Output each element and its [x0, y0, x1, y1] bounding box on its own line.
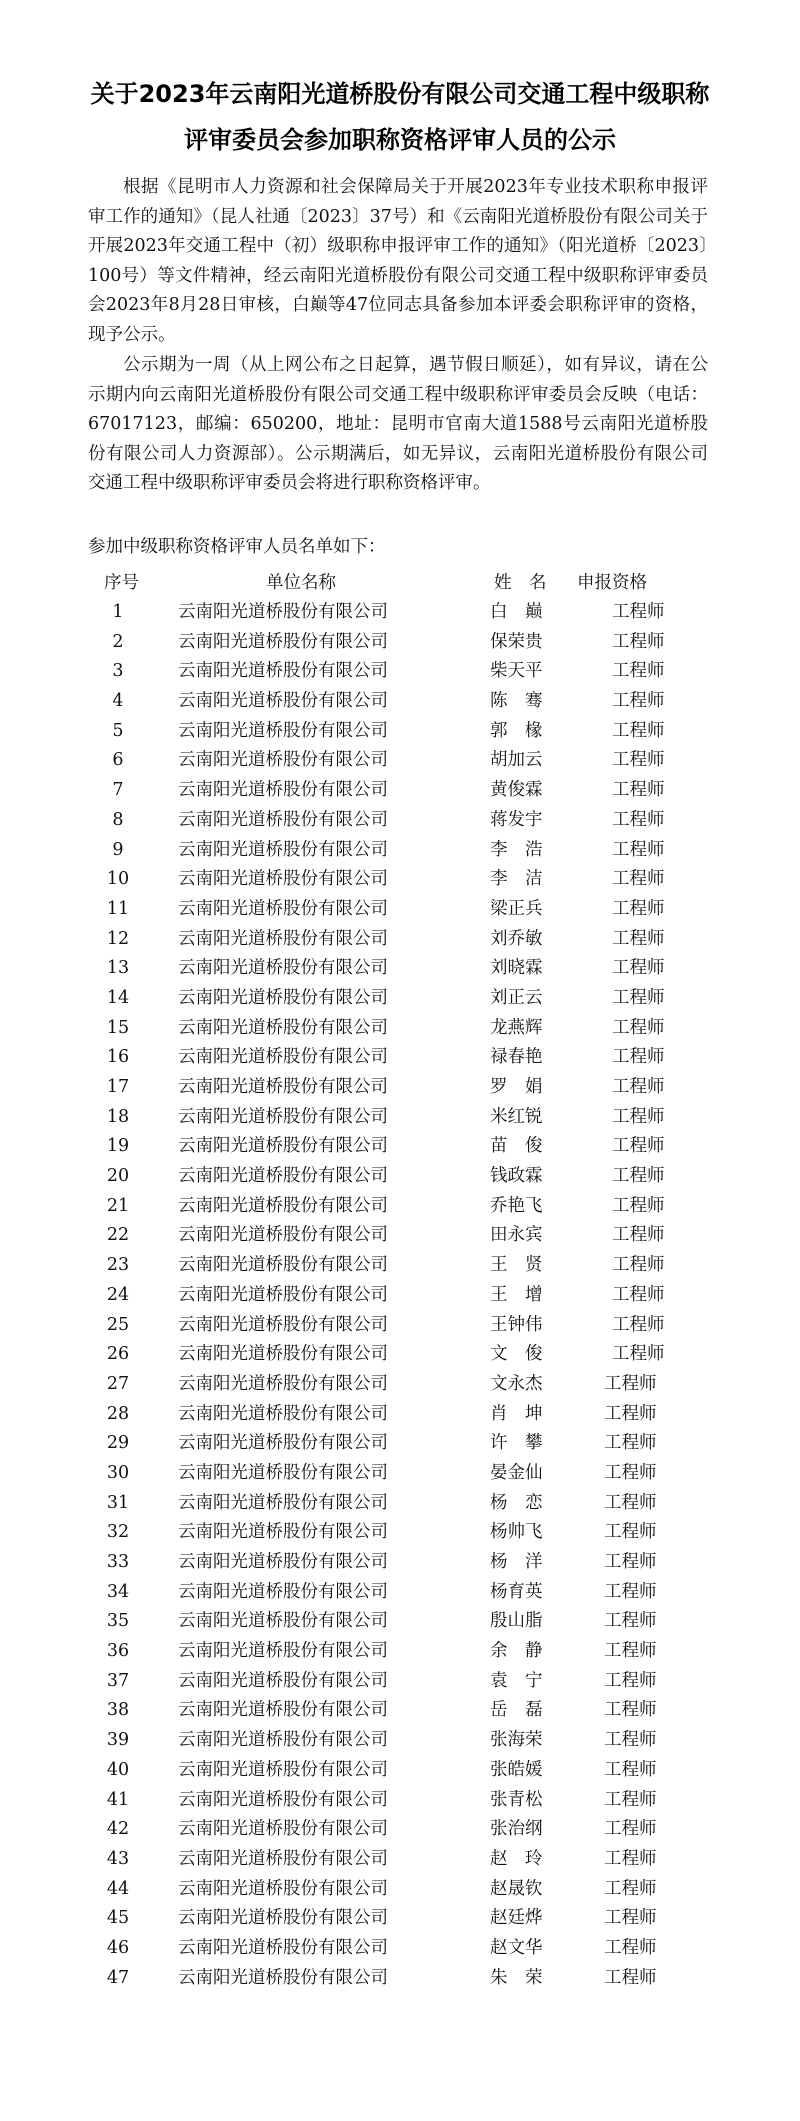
- row-number: 43: [106, 1848, 130, 1869]
- row-qualification: 工程师: [604, 1581, 657, 1602]
- row-number: 21: [106, 1195, 130, 1216]
- row-number: 8: [112, 809, 124, 830]
- row-unit-name: 云南阳光道桥股份有限公司: [178, 1789, 388, 1810]
- row-number: 26: [106, 1344, 130, 1365]
- row-unit-name: 云南阳光道桥股份有限公司: [178, 1581, 388, 1602]
- row-number: 6: [112, 750, 124, 771]
- row-person-name: 赵晟钦: [490, 1878, 543, 1899]
- row-unit-name: 云南阳光道桥股份有限公司: [178, 1492, 388, 1513]
- table-row: [0, 1400, 800, 1430]
- row-qualification: 工程师: [604, 1967, 657, 1988]
- table-row: [0, 1607, 800, 1637]
- row-qualification: 工程师: [604, 1492, 657, 1513]
- row-qualification: 工程师: [604, 1908, 657, 1929]
- row-person-name: 赵 玲: [490, 1848, 543, 1869]
- table-row: [0, 1548, 800, 1578]
- row-qualification: 工程师: [612, 750, 665, 771]
- row-unit-name: 云南阳光道桥股份有限公司: [178, 1433, 388, 1454]
- table-row: [0, 1281, 800, 1311]
- row-person-name: 杨 恋: [490, 1492, 543, 1513]
- row-unit-name: 云南阳光道桥股份有限公司: [178, 1700, 388, 1721]
- row-number: 46: [106, 1937, 130, 1958]
- row-person-name: 李 浩: [490, 839, 543, 860]
- row-person-name: 文永杰: [490, 1373, 543, 1394]
- table-row: [0, 1875, 800, 1905]
- row-person-name: 张青松: [490, 1789, 543, 1810]
- row-qualification: 工程师: [612, 631, 665, 652]
- row-number: 23: [106, 1255, 130, 1276]
- row-unit-name: 云南阳光道桥股份有限公司: [178, 1908, 388, 1929]
- row-unit-name: 云南阳光道桥股份有限公司: [178, 1937, 388, 1958]
- table-row: [0, 746, 800, 776]
- table-row: [0, 1845, 800, 1875]
- row-person-name: 胡加云: [490, 750, 543, 771]
- row-qualification: 工程师: [612, 809, 665, 830]
- row-unit-name: 云南阳光道桥股份有限公司: [178, 1255, 388, 1276]
- row-unit-name: 云南阳光道桥股份有限公司: [178, 958, 388, 979]
- header-qualification: 申报资格: [577, 573, 647, 593]
- row-person-name: 王 贤: [490, 1255, 543, 1276]
- row-person-name: 文 俊: [490, 1344, 543, 1365]
- row-qualification: 工程师: [612, 691, 665, 712]
- table-row: [0, 1815, 800, 1845]
- row-qualification: 工程师: [604, 1789, 657, 1810]
- table-row: [0, 925, 800, 955]
- row-person-name: 张海荣: [490, 1730, 543, 1751]
- row-number: 14: [106, 987, 130, 1008]
- row-qualification: 工程师: [612, 1017, 665, 1038]
- row-number: 30: [106, 1462, 130, 1483]
- row-number: 25: [106, 1314, 130, 1335]
- row-qualification: 工程师: [612, 1314, 665, 1335]
- table-row: [0, 1043, 800, 1073]
- row-unit-name: 云南阳光道桥股份有限公司: [178, 1670, 388, 1691]
- row-number: 2: [112, 631, 124, 652]
- body-paragraph-basis: 根据《昆明市人力资源和社会保障局关于开展2023年专业技术职称申报评审工作的通知》（昆人社通〔2023〕37号）和《云南阳光道桥股份有限公司关于开展2023年交通工程中（初）级职称申报评审工作的通知》（阳光道桥〔2023〕100号）等文件精神，经云南阳光道桥股份有限公司交通工程中级职称评审委员会2023年8月28日审核，白巅等47位同志具备参加本评委会职称评审的资格，现予公示。: [88, 177, 708, 345]
- row-qualification: 工程师: [612, 1047, 665, 1068]
- row-person-name: 柴天平: [490, 661, 543, 682]
- row-unit-name: 云南阳光道桥股份有限公司: [178, 1047, 388, 1068]
- row-qualification: 工程师: [612, 1136, 665, 1157]
- table-row: [0, 1934, 800, 1964]
- row-person-name: 郭 椽: [490, 720, 543, 741]
- row-person-name: 龙燕辉: [490, 1017, 543, 1038]
- table-row: [0, 776, 800, 806]
- row-qualification: 工程师: [612, 720, 665, 741]
- row-qualification: 工程师: [612, 1225, 665, 1246]
- row-qualification: 工程师: [612, 1077, 665, 1097]
- row-qualification: 工程师: [612, 839, 665, 860]
- row-number: 38: [106, 1700, 130, 1721]
- row-person-name: 蒋发宇: [490, 809, 543, 830]
- row-unit-name: 云南阳光道桥股份有限公司: [178, 809, 388, 830]
- row-number: 10: [106, 869, 130, 890]
- row-number: 24: [106, 1284, 130, 1305]
- row-person-name: 黄俊霖: [490, 780, 543, 801]
- row-number: 32: [106, 1522, 130, 1543]
- header-name: 姓 名: [494, 573, 547, 593]
- row-unit-name: 云南阳光道桥股份有限公司: [178, 1225, 388, 1246]
- row-number: 15: [106, 1017, 130, 1038]
- row-unit-name: 云南阳光道桥股份有限公司: [178, 750, 388, 771]
- row-number: 1: [112, 602, 124, 622]
- row-number: 22: [106, 1225, 130, 1246]
- row-qualification: 工程师: [612, 1284, 665, 1305]
- table-row: [0, 1578, 800, 1608]
- table-row: [0, 1340, 800, 1370]
- row-qualification: 工程师: [612, 987, 665, 1008]
- row-qualification: 工程师: [604, 1670, 657, 1691]
- row-number: 28: [106, 1403, 130, 1424]
- row-number: 19: [106, 1136, 130, 1157]
- row-number: 16: [106, 1047, 130, 1068]
- row-qualification: 工程师: [612, 602, 665, 622]
- row-number: 33: [106, 1552, 130, 1572]
- table-row: [0, 1429, 800, 1459]
- table-row: [0, 1667, 800, 1697]
- row-number: 36: [106, 1641, 130, 1662]
- row-unit-name: 云南阳光道桥股份有限公司: [178, 720, 388, 741]
- row-person-name: 乔艳飞: [490, 1195, 543, 1216]
- table-row: [0, 1518, 800, 1548]
- row-qualification: 工程师: [604, 1522, 657, 1543]
- table-row: [0, 865, 800, 895]
- row-person-name: 杨育英: [490, 1581, 543, 1602]
- row-unit-name: 云南阳光道桥股份有限公司: [178, 869, 388, 890]
- row-number: 5: [112, 720, 124, 741]
- row-person-name: 禄春艳: [490, 1047, 543, 1068]
- row-person-name: 李 洁: [490, 869, 543, 890]
- row-qualification: 工程师: [612, 780, 665, 801]
- header-no: 序号: [104, 573, 139, 593]
- row-number: 37: [106, 1670, 130, 1691]
- row-person-name: 晏金仙: [490, 1462, 543, 1483]
- table-row: [0, 1103, 800, 1133]
- table-row: [0, 1637, 800, 1667]
- table-row: [0, 1251, 800, 1281]
- row-number: 20: [106, 1166, 130, 1187]
- row-number: 40: [106, 1759, 130, 1780]
- table-row: [0, 1726, 800, 1756]
- row-qualification: 工程师: [604, 1878, 657, 1899]
- row-unit-name: 云南阳光道桥股份有限公司: [178, 661, 388, 682]
- row-qualification: 工程师: [604, 1730, 657, 1751]
- row-person-name: 岳 磊: [490, 1700, 543, 1721]
- row-person-name: 张治纲: [490, 1819, 543, 1840]
- row-qualification: 工程师: [612, 958, 665, 979]
- table-row: [0, 954, 800, 984]
- row-unit-name: 云南阳光道桥股份有限公司: [178, 1077, 388, 1097]
- row-unit-name: 云南阳光道桥股份有限公司: [178, 1759, 388, 1780]
- row-unit-name: 云南阳光道桥股份有限公司: [178, 1522, 388, 1543]
- row-qualification: 工程师: [604, 1433, 657, 1454]
- row-person-name: 赵文华: [490, 1937, 543, 1958]
- row-person-name: 赵廷烨: [490, 1908, 543, 1929]
- row-number: 27: [106, 1373, 130, 1394]
- row-qualification: 工程师: [604, 1819, 657, 1840]
- row-person-name: 杨 洋: [490, 1552, 543, 1572]
- row-number: 31: [106, 1492, 130, 1513]
- row-qualification: 工程师: [604, 1848, 657, 1869]
- row-number: 11: [106, 898, 130, 919]
- row-qualification: 工程师: [604, 1373, 657, 1394]
- row-person-name: 刘乔敏: [490, 928, 543, 949]
- row-unit-name: 云南阳光道桥股份有限公司: [178, 1136, 388, 1157]
- row-unit-name: 云南阳光道桥股份有限公司: [178, 987, 388, 1008]
- row-person-name: 王钟伟: [490, 1314, 543, 1335]
- row-qualification: 工程师: [612, 1195, 665, 1216]
- row-unit-name: 云南阳光道桥股份有限公司: [178, 1878, 388, 1899]
- row-qualification: 工程师: [604, 1403, 657, 1424]
- row-unit-name: 云南阳光道桥股份有限公司: [178, 691, 388, 712]
- row-qualification: 工程师: [604, 1700, 657, 1721]
- row-number: 9: [112, 839, 124, 860]
- document-title-line1: 关于2023年云南阳光道桥股份有限公司交通工程中级职称: [90, 80, 710, 108]
- row-person-name: 杨帅飞: [490, 1522, 543, 1543]
- table-row: [0, 1073, 800, 1103]
- row-person-name: 刘正云: [490, 987, 543, 1008]
- row-qualification: 工程师: [604, 1462, 657, 1483]
- row-number: 41: [106, 1789, 130, 1810]
- table-row: [0, 1014, 800, 1044]
- row-person-name: 白 巅: [490, 602, 543, 622]
- table-row: [0, 1756, 800, 1786]
- row-qualification: 工程师: [604, 1937, 657, 1958]
- row-unit-name: 云南阳光道桥股份有限公司: [178, 1106, 388, 1127]
- row-person-name: 罗 娟: [490, 1077, 543, 1097]
- table-row: [0, 1459, 800, 1489]
- row-unit-name: 云南阳光道桥股份有限公司: [178, 1848, 388, 1869]
- table-row: [0, 806, 800, 836]
- row-unit-name: 云南阳光道桥股份有限公司: [178, 1967, 388, 1988]
- row-number: 18: [106, 1106, 130, 1127]
- table-row: [0, 628, 800, 658]
- row-person-name: 肖 坤: [490, 1403, 543, 1424]
- row-qualification: 工程师: [612, 898, 665, 919]
- table-row: [0, 598, 800, 628]
- row-unit-name: 云南阳光道桥股份有限公司: [178, 1462, 388, 1483]
- table-row: [0, 984, 800, 1014]
- row-unit-name: 云南阳光道桥股份有限公司: [178, 1611, 388, 1632]
- row-unit-name: 云南阳光道桥股份有限公司: [178, 1166, 388, 1187]
- document-title-line2: 评审委员会参加职称资格评审人员的公示: [184, 126, 616, 154]
- row-unit-name: 云南阳光道桥股份有限公司: [178, 1344, 388, 1365]
- row-unit-name: 云南阳光道桥股份有限公司: [178, 1403, 388, 1424]
- row-unit-name: 云南阳光道桥股份有限公司: [178, 1819, 388, 1840]
- row-number: 17: [106, 1077, 130, 1097]
- row-qualification: 工程师: [604, 1611, 657, 1632]
- row-unit-name: 云南阳光道桥股份有限公司: [178, 602, 388, 622]
- row-number: 42: [106, 1819, 130, 1840]
- table-row: [0, 1162, 800, 1192]
- row-unit-name: 云南阳光道桥股份有限公司: [178, 1641, 388, 1662]
- row-number: 13: [106, 958, 130, 979]
- row-number: 4: [112, 691, 124, 712]
- row-person-name: 殷山脂: [490, 1611, 543, 1632]
- table-row: [0, 1311, 800, 1341]
- row-unit-name: 云南阳光道桥股份有限公司: [178, 1552, 388, 1572]
- row-qualification: 工程师: [612, 928, 665, 949]
- table-row: [0, 1192, 800, 1222]
- row-person-name: 苗 俊: [490, 1136, 543, 1157]
- row-qualification: 工程师: [612, 1344, 665, 1365]
- row-qualification: 工程师: [612, 1106, 665, 1127]
- row-qualification: 工程师: [612, 661, 665, 682]
- table-row: [0, 1904, 800, 1934]
- table-row: [0, 895, 800, 925]
- row-unit-name: 云南阳光道桥股份有限公司: [178, 928, 388, 949]
- row-unit-name: 云南阳光道桥股份有限公司: [178, 1017, 388, 1038]
- row-number: 29: [106, 1433, 130, 1454]
- row-number: 34: [106, 1581, 130, 1602]
- table-row: [0, 1696, 800, 1726]
- row-person-name: 张皓媛: [490, 1759, 543, 1780]
- header-unit: 单位名称: [266, 573, 336, 593]
- row-number: 39: [106, 1730, 130, 1751]
- row-qualification: 工程师: [604, 1641, 657, 1662]
- table-row: [0, 836, 800, 866]
- row-qualification: 工程师: [604, 1552, 657, 1572]
- row-unit-name: 云南阳光道桥股份有限公司: [178, 1195, 388, 1216]
- row-unit-name: 云南阳光道桥股份有限公司: [178, 1314, 388, 1335]
- row-person-name: 梁正兵: [490, 898, 543, 919]
- row-number: 45: [106, 1908, 130, 1929]
- row-person-name: 许 攀: [490, 1433, 543, 1454]
- table-row: [0, 1221, 800, 1251]
- row-person-name: 王 增: [490, 1284, 543, 1305]
- table-row: [0, 1370, 800, 1400]
- table-row: [0, 1132, 800, 1162]
- row-number: 12: [106, 928, 130, 949]
- row-person-name: 朱 荣: [490, 1967, 543, 1988]
- row-person-name: 保荣贵: [490, 631, 543, 652]
- table-row: [0, 717, 800, 747]
- row-person-name: 陈 骞: [490, 691, 543, 712]
- row-number: 7: [112, 780, 124, 801]
- row-unit-name: 云南阳光道桥股份有限公司: [178, 898, 388, 919]
- row-person-name: 田永宾: [490, 1225, 543, 1246]
- personnel-table: [0, 598, 800, 1993]
- row-number: 3: [112, 661, 124, 682]
- row-qualification: 工程师: [612, 869, 665, 890]
- body-paragraph-notice-period: 公示期为一周（从上网公布之日起算，遇节假日顺延），如有异议，请在公示期内向云南阳光道桥股份有限公司交通工程中级职称评审委员会反映（电话：67017123，邮编：650200，地址：昆明市官南大道1588号云南阳光道桥股份有限公司人力资源部）。公示期满后，如无异议，云南阳光道桥股份有限公司交通工程中级职称评审委员会将进行职称资格评审。: [88, 355, 708, 493]
- table-row: [0, 1964, 800, 1994]
- row-unit-name: 云南阳光道桥股份有限公司: [178, 780, 388, 801]
- list-intro: 参加中级职称资格评审人员名单如下：: [88, 537, 386, 557]
- table-row: [0, 1786, 800, 1816]
- row-unit-name: 云南阳光道桥股份有限公司: [178, 1373, 388, 1394]
- row-unit-name: 云南阳光道桥股份有限公司: [178, 839, 388, 860]
- row-person-name: 钱政霖: [490, 1166, 543, 1187]
- row-unit-name: 云南阳光道桥股份有限公司: [178, 1730, 388, 1751]
- row-qualification: 工程师: [612, 1166, 665, 1187]
- row-qualification: 工程师: [604, 1759, 657, 1780]
- row-number: 47: [106, 1967, 130, 1988]
- row-person-name: 米红锐: [490, 1106, 543, 1127]
- row-person-name: 袁 宁: [490, 1670, 543, 1691]
- row-qualification: 工程师: [612, 1255, 665, 1276]
- row-number: 44: [106, 1878, 130, 1899]
- row-unit-name: 云南阳光道桥股份有限公司: [178, 1284, 388, 1305]
- row-number: 35: [106, 1611, 130, 1632]
- table-row: [0, 657, 800, 687]
- row-person-name: 刘晓霖: [490, 958, 543, 979]
- row-unit-name: 云南阳光道桥股份有限公司: [178, 631, 388, 652]
- table-row: [0, 1489, 800, 1519]
- row-person-name: 余 静: [490, 1641, 543, 1662]
- table-row: [0, 687, 800, 717]
